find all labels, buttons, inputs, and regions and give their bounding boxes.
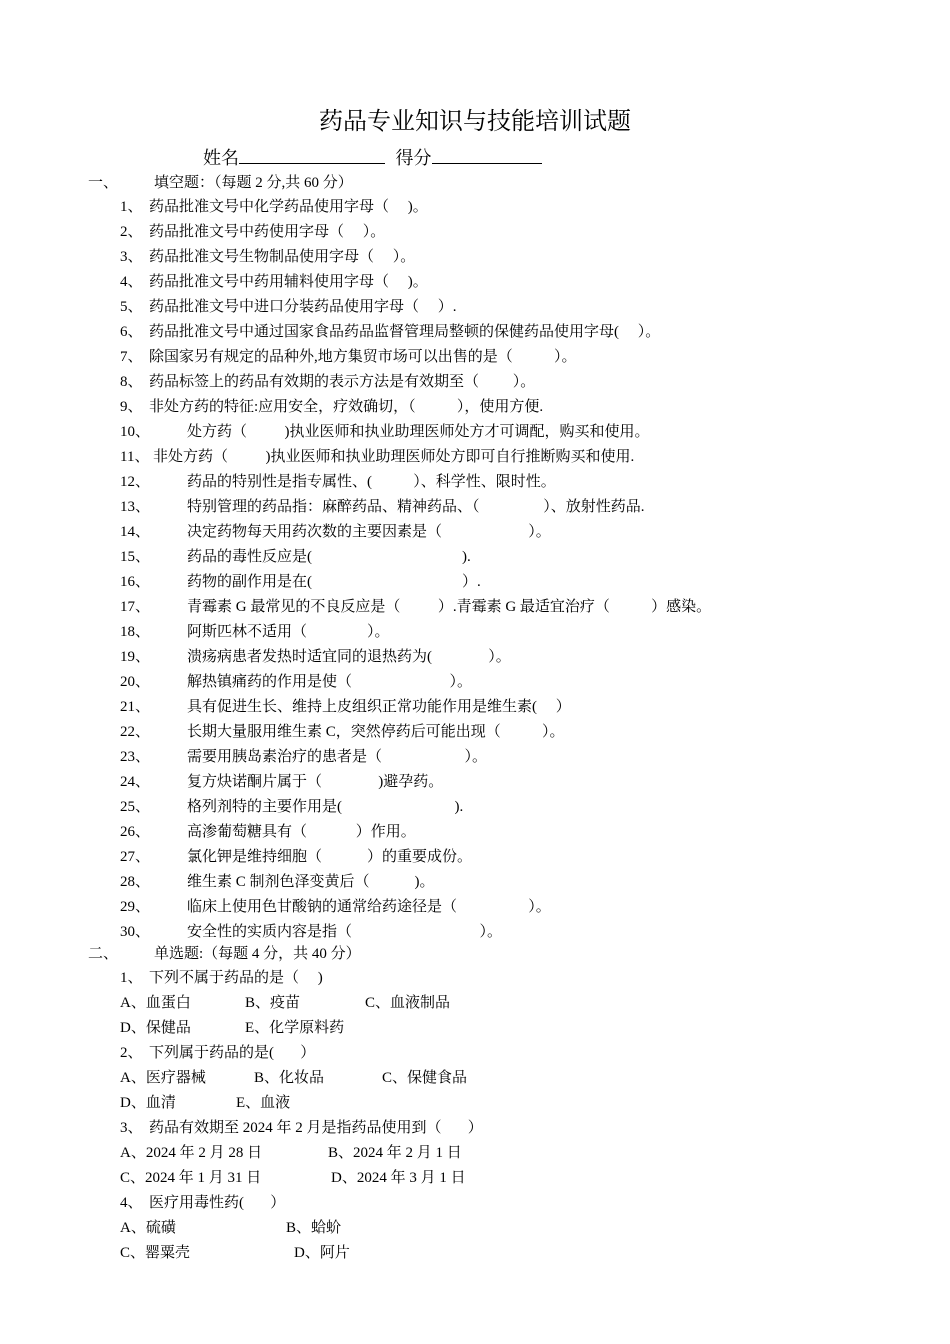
- choice-option: D、保健品: [120, 1020, 191, 1036]
- question-number: 4、: [120, 1195, 143, 1211]
- question-text: 氯化钾是维持细胞（ ）的重要成份。: [187, 849, 473, 865]
- question-text: 具有促进生长、维持上皮组织正常功能作用是维生素( ）: [187, 699, 571, 715]
- choice-option: D、阿片: [294, 1245, 350, 1261]
- question-number: 8、: [120, 374, 143, 390]
- section-number: 一、: [88, 175, 119, 191]
- question-text: 药品有效期至 2024 年 2 月是指药品使用到（ ）: [149, 1120, 483, 1136]
- question-text: 高渗葡萄糖具有（ ）作用。: [187, 824, 416, 840]
- choice-option: A、血蛋白: [120, 995, 191, 1011]
- question-number: 10、: [120, 424, 151, 440]
- question-item: [120, 270, 940, 295]
- question-text: 青霉素 G 最常见的不良反应是（ ）.青霉素 G 最适宜治疗（ ）感染。: [187, 599, 712, 615]
- question-number: 2、: [120, 1045, 143, 1061]
- question-item: [120, 545, 940, 570]
- section-title: 填空题：（每题 2 分,共 60 分）: [154, 175, 353, 191]
- question-item: [120, 745, 940, 770]
- choice-option: B、蛤蚧: [286, 1220, 342, 1236]
- question-number: 11、: [120, 449, 150, 465]
- question-text: 处方药（ )执业医师和执业助理医师处方才可调配，购买和使用。: [187, 424, 650, 440]
- question-item: [120, 195, 940, 220]
- question-number: 28、: [120, 874, 151, 890]
- question-text: 药品标签上的药品有效期的表示方法是有效期至（ ）。: [149, 374, 536, 390]
- question-text: 安全性的实质内容是指（ ）。: [187, 924, 503, 940]
- question-item: [120, 620, 940, 645]
- name-blank: [239, 145, 385, 164]
- question-item: [120, 795, 940, 820]
- question-number: 23、: [120, 749, 151, 765]
- option-row: [120, 1091, 940, 1116]
- question-number: 3、: [120, 249, 143, 265]
- question-text: 药物的副作用是在( ）.: [187, 574, 481, 590]
- question-text: 除国家另有规定的品种外,地方集贸市场可以出售的是（ ）。: [149, 349, 577, 365]
- question-text: 药品的特别性是指专属性、( ）、科学性、限时性。: [187, 474, 556, 490]
- question-text: 特别管理的药品指：麻醉药品、精神药品、（ ）、放射性药品.: [187, 499, 645, 515]
- question-item: [120, 245, 940, 270]
- question-item: [120, 420, 940, 445]
- question-number: 30、: [120, 924, 151, 940]
- question-text: 维生素 C 制剂色泽变黄后（ )。: [187, 874, 435, 890]
- question-item: [120, 570, 940, 595]
- option-row: [120, 1166, 940, 1191]
- question-text: 复方炔诺酮片属于（ )避孕药。: [187, 774, 444, 790]
- choice-option: A、2024 年 2 月 28 日: [120, 1145, 263, 1161]
- question-number: 15、: [120, 549, 151, 565]
- question-text: 决定药物每天用药次数的主要因素是（ ）。: [187, 524, 551, 540]
- question-item: [120, 670, 940, 695]
- name-score-line: [203, 145, 542, 171]
- question-number: 1、: [120, 199, 143, 215]
- choice-option: C、2024 年 1 月 31 日: [120, 1170, 262, 1186]
- choice-option: B、疫苗: [245, 995, 301, 1011]
- question-text: 医疗用毒性药( ）: [149, 1195, 286, 1211]
- choice-option: A、硫磺: [120, 1220, 176, 1236]
- question-item: [120, 295, 940, 320]
- question-number: 24、: [120, 774, 151, 790]
- choice-option: D、2024 年 3 月 1 日: [331, 1170, 466, 1186]
- question-item: [120, 520, 940, 545]
- choice-option: D、血清: [120, 1095, 176, 1111]
- choice-question: [120, 1116, 940, 1141]
- question-text: 阿斯匹林不适用（ ）。: [187, 624, 390, 640]
- question-item: [120, 320, 940, 345]
- question-item: [120, 395, 940, 420]
- choice-option: A、医疗器械: [120, 1070, 206, 1086]
- question-text: 药品批准文号中药用辅料使用字母（ )。: [149, 274, 428, 290]
- question-text: 药品的毒性反应是( ).: [187, 549, 471, 565]
- question-number: 29、: [120, 899, 151, 915]
- question-text: 下列属于药品的是( ）: [149, 1045, 316, 1061]
- choice-option: E、化学原料药: [245, 1020, 345, 1036]
- question-item: [120, 770, 940, 795]
- question-number: 13、: [120, 499, 151, 515]
- question-item: [120, 470, 940, 495]
- question-item: [120, 820, 940, 845]
- question-item: [120, 595, 940, 620]
- question-number: 6、: [120, 324, 143, 340]
- question-number: 19、: [120, 649, 151, 665]
- question-text: 格列剂特的主要作用是( ).: [187, 799, 464, 815]
- section-number: 二、: [88, 946, 119, 962]
- question-text: 药品批准文号中化学药品使用字母（ )。: [149, 199, 428, 215]
- choice-option: C、保健食品: [382, 1070, 468, 1086]
- choice-option: B、化妆品: [254, 1070, 325, 1086]
- score-label: 得分: [395, 148, 432, 168]
- question-text: 下列不属于药品的是（ ): [149, 970, 323, 986]
- option-row: [120, 1066, 940, 1091]
- question-text: 临床上使用色甘酸钠的通常给药途径是（ ）。: [187, 899, 551, 915]
- choice-question: [120, 1041, 940, 1066]
- name-label: 姓名: [203, 148, 239, 168]
- question-text: 药品批准文号中通过国家食品药品监督管理局整顿的保健药品使用字母( ）。: [149, 324, 661, 340]
- question-text: 溃疡病患者发热时适宜同的退热药为( ）。: [187, 649, 511, 665]
- section-single-choice-heading: [88, 943, 361, 965]
- question-item: [120, 370, 940, 395]
- question-item: [120, 870, 940, 895]
- question-number: 27、: [120, 849, 151, 865]
- question-number: 1、: [120, 970, 143, 986]
- choice-option: E、血液: [236, 1095, 291, 1111]
- question-number: 26、: [120, 824, 151, 840]
- question-item: [120, 720, 940, 745]
- question-number: 3、: [120, 1120, 143, 1136]
- question-item: [120, 645, 940, 670]
- question-text: 药品批准文号中进口分装药品使用字母（ ）.: [149, 299, 457, 315]
- question-number: 12、: [120, 474, 151, 490]
- question-item: [120, 345, 940, 370]
- option-row: [120, 1241, 940, 1266]
- question-item: [120, 220, 940, 245]
- question-item: [120, 695, 940, 720]
- choice-question: [120, 1191, 940, 1216]
- option-row: [120, 1216, 940, 1241]
- question-item: [120, 445, 940, 470]
- question-number: 21、: [120, 699, 151, 715]
- question-number: 14、: [120, 524, 151, 540]
- single-choice-question-list: [120, 966, 940, 1266]
- question-text: 药品批准文号生物制品使用字母（ ）。: [149, 249, 416, 265]
- question-item: [120, 495, 940, 520]
- question-text: 非处方药（ )执业医师和执业助理医师处方即可自行推断购买和使用.: [153, 449, 635, 465]
- question-number: 16、: [120, 574, 151, 590]
- fill-in-question-list: [120, 195, 940, 945]
- choice-option: C、血液制品: [365, 995, 451, 1011]
- option-row: [120, 991, 940, 1016]
- option-row: [120, 1016, 940, 1041]
- question-number: 5、: [120, 299, 143, 315]
- question-text: 解热镇痛药的作用是使（ ）。: [187, 674, 473, 690]
- question-text: 非处方药的特征:应用安全，疗效确切，（ ），使用方便.: [149, 399, 544, 415]
- section-fill-in-heading: [88, 172, 353, 194]
- question-number: 22、: [120, 724, 151, 740]
- question-item: [120, 895, 940, 920]
- choice-question: [120, 966, 940, 991]
- question-number: 9、: [120, 399, 143, 415]
- question-text: 需要用胰岛素治疗的患者是（ ）。: [187, 749, 488, 765]
- question-number: 4、: [120, 274, 143, 290]
- choice-option: C、罂粟壳: [120, 1245, 191, 1261]
- question-number: 7、: [120, 349, 143, 365]
- question-item: [120, 845, 940, 870]
- question-item: [120, 920, 940, 945]
- option-row: [120, 1141, 940, 1166]
- question-number: 2、: [120, 224, 143, 240]
- question-number: 17、: [120, 599, 151, 615]
- question-number: 25、: [120, 799, 151, 815]
- question-text: 长期大量服用维生素 C，突然停药后可能出现（ ）。: [187, 724, 565, 740]
- score-blank: [432, 145, 542, 164]
- section-title: 单选题:（每题 4 分，共 40 分）: [154, 946, 361, 962]
- question-number: 18、: [120, 624, 151, 640]
- page-title: 药品专业知识与技能培训试题: [319, 109, 631, 135]
- choice-option: B、2024 年 2 月 1 日: [328, 1145, 462, 1161]
- question-number: 20、: [120, 674, 151, 690]
- question-text: 药品批准文号中药使用字母（ ）。: [149, 224, 386, 240]
